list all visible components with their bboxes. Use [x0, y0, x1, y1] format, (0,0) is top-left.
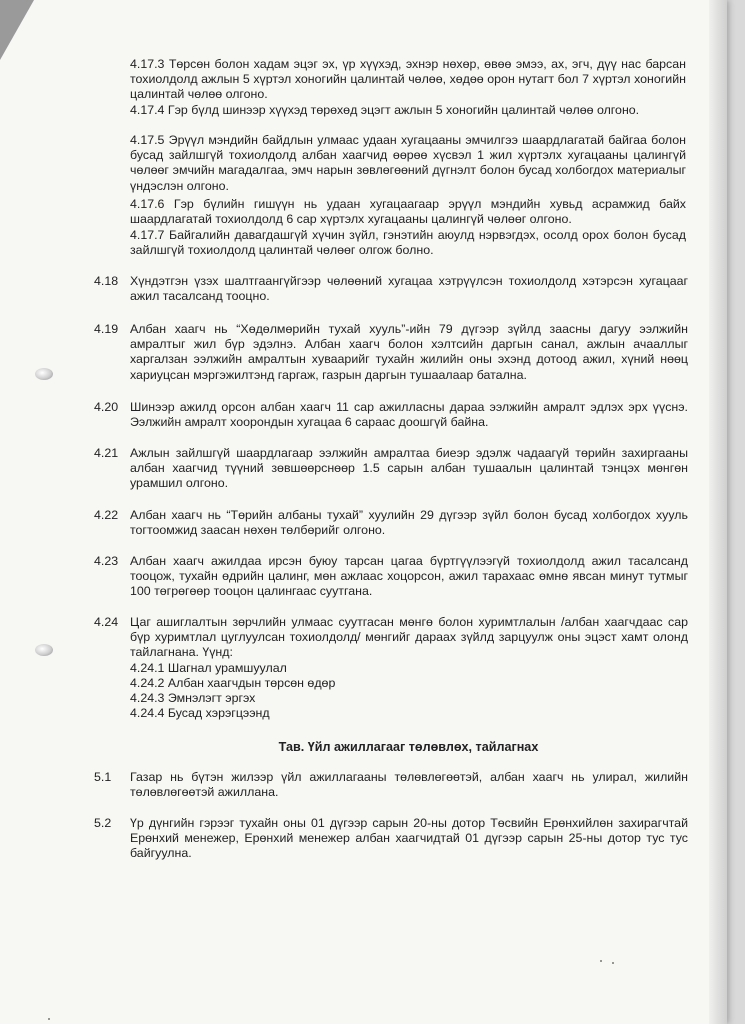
- clause-number: 5.1: [94, 770, 112, 784]
- punch-hole: [35, 644, 53, 656]
- list-item: 4.24.2 Албан хаагчдын төрсөн өдөр: [130, 675, 336, 690]
- scan-speck: [612, 962, 614, 964]
- clause-text: Албан хаагч нь “Хөдөлмөрийн тухай хууль”-ийн 79 дүгээр зүйлд заасны дагуу ээлжийн амралтыг жил бүр эдэлнэ. Албан хаагч болон хэлтсийн даргын санал, ажлын ачааллыг харгалзан ээлжийн амралтын хуваарийг тухайн жилийн оны эхэнд дотоод ажил, хүний нөөц хариуцсан мэргэжилтэнд гаргаж, газрын даргын тушаалаар батална.: [130, 322, 688, 382]
- list-item: 4.24.3 Эмнэлэгт эргэх: [130, 691, 256, 706]
- clause-number: 4.24: [94, 615, 119, 629]
- clause-text: Хүндэтгэн үзэх шалтгаангүйгээр чөлөөний хугацаа хэтрүүлсэн тохиолдолд хэтэрсэн хугацааг ажил тасалсанд тооцно.: [130, 274, 688, 304]
- clause-4-24: [94, 615, 688, 721]
- clause-number: 5.2: [94, 816, 112, 830]
- clause-text: Албан хаагч ажилдаа ирсэн буюу тарсан цагаа бүртгүүлээгүй тохиолдолд ажил тасалсанд тооцож, тухайн өдрийн цалинг, мөн ажлаас хоцорсон, ажил тарахаас өмнө явсан минут тутмыг 100 төгрөгөөр тооцон цалингаас суутгана.: [130, 554, 688, 599]
- list-item: 4.24.4 Бусад хэрэгцээнд: [130, 706, 270, 721]
- clause-number: 4.21: [94, 446, 119, 460]
- clause-number: 4.23: [94, 554, 119, 568]
- clause-text: Цаг ашиглалтын зөрчлийн улмаас суутгасан мөнгө болон хуримтлалын /албан хаагчдаас сар бүр хуримтлал цуглуулсан тохиолдолд/ мөнгийг дараах зүйлд зарцуулж оны эцэст хамт олонд тайлагнана. Үүнд:: [130, 615, 688, 660]
- paragraph-4-17-5: 4.17.5 Эрүүл мэндийн байдлын улмаас удаан хугацааны эмчилгээ шаардлагатай байгаа болон бусад зайлшгүй тохиолдолд албан хаагчид өөрөө хүсвэл 1 жил хүртэлх хугацааны цалингүй чөлөөг эмчийн магадалгаа, эмч нарын зөвлөгөөний дүгнэлт болон бусад холбогдох материалыг үндэслэн олгоно.: [130, 133, 686, 193]
- clause-5-2: [94, 816, 688, 862]
- section-title: Тав. Үйл ажиллагааг төлөвлөх, тайлагнах: [278, 740, 539, 754]
- paragraph-4-17-6: 4.17.6 Гэр бүлийн гишүүн нь удаан хугацаагаар эрүүл мэндийн хувьд асрамжид байх шаардлагатай тохиолдолд 6 сар хүртэлх хугацааны цалингүй чөлөөг олгоно.: [130, 197, 686, 227]
- clause-text: Ажлын зайлшгүй шаардлагаар ээлжийн амралтаа биеэр эдэлж чадаагүй төрийн захиргааны албан хаагчид түүний зөвшөөрснөөр 1.5 сарын албан тушаалын цалинтай тэнцэх мөнгөн урамшил олгоно.: [130, 446, 688, 491]
- clause-text: Шинээр ажилд орсон албан хаагч 11 сар ажилласны дараа ээлжийн амралт эдлэх эрх үүснэ. Ээлжийн амралт хоорондын хугацаа 6 сараас доошгүй байна.: [130, 400, 688, 430]
- paragraph-4-17-3: 4.17.3 Төрсөн болон хадам эцэг эх, үр хүүхэд, эхнэр нөхөр, өвөө эмээ, ах, эгч, дүү нас барсан тохиолдолд ажлын 5 хүртэл хоногийн цалинтай чөлөө, хөдөө орон нутагт бол 7 хүртэл хоногийн цалинтай чөлөө олгоно.: [130, 57, 686, 102]
- clause-4-24-list: [130, 661, 688, 722]
- page-corner-fold: [0, 0, 34, 60]
- clause-4-18: [94, 274, 688, 304]
- clause-text: Үр дүнгийн гэрээг тухайн оны 01 дүгээр сарын 20-ны дотор Төсвийн Ерөнхийлөн захирагчтай Ерөнхий менежер, Ерөнхий менежер албан хаагчидтай 01 дүгээр сарын 25-ны дотор тус тус байгуулна.: [130, 816, 688, 861]
- paragraph-4-17-7: 4.17.7 Байгалийн давагдашгүй хүчин зүйл, гэнэтийн аюулд нэрвэгдэх, осолд орох болон бусад зайлшгүй тохиолдолд цалинтай чөлөөг олгож болно.: [130, 228, 686, 258]
- clause-text: Албан хаагч нь “Төрийн албаны тухай” хуулийн 29 дүгээр зүйл болон бусад холбогдох хууль тогтоомжид заасан нөхөн төлбөрийг олгоно.: [130, 508, 688, 538]
- clause-number: 4.19: [94, 322, 119, 336]
- scan-speck: [48, 1018, 50, 1020]
- scan-speck: [600, 960, 602, 962]
- clause-4-20: [94, 400, 688, 430]
- list-item: 4.24.1 Шагнал урамшуулал: [130, 660, 287, 675]
- clause-text: Газар нь бүтэн жилээр үйл ажиллагааны төлөвлөгөөтэй, албан хаагч нь улирал, жилийн төлөвлөгөөтэй ажиллана.: [130, 770, 688, 800]
- clause-4-21: [94, 446, 688, 492]
- clause-5-1: [94, 770, 688, 800]
- clause-4-23: [94, 554, 688, 600]
- paragraph-4-17-4: 4.17.4 Гэр бүлд шинээр хүүхэд төрөхөд эцэгт ажлын 5 хоногийн цалинтай чөлөө олгоно.: [130, 103, 640, 117]
- clause-4-22: [94, 508, 688, 538]
- page-edge-shadow: [709, 0, 727, 1024]
- clause-number: 4.22: [94, 508, 119, 522]
- clause-number: 4.18: [94, 274, 119, 288]
- punch-hole: [35, 368, 53, 380]
- clause-4-19: [94, 322, 688, 383]
- clause-body: [130, 615, 688, 721]
- clause-number: 4.20: [94, 400, 119, 414]
